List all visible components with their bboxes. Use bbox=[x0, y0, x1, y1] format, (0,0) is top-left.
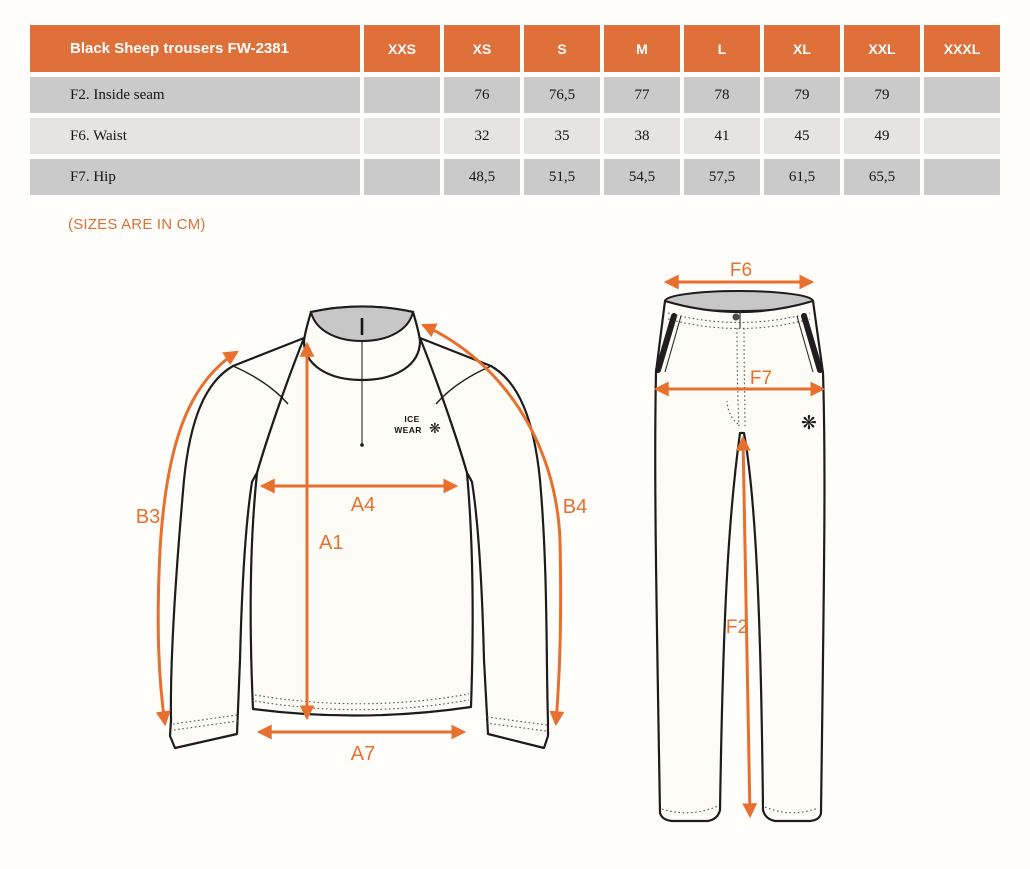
shirt-diagram bbox=[136, 307, 587, 766]
size-cell bbox=[924, 118, 1000, 154]
size-cell: 38 bbox=[604, 118, 680, 154]
row-label: F7. Hip bbox=[30, 159, 360, 195]
size-cell: 48,5 bbox=[444, 159, 520, 195]
size-cell: 35 bbox=[524, 118, 600, 154]
size-cell bbox=[364, 118, 440, 154]
measure-label-b4: B4 bbox=[562, 496, 588, 518]
table-row-inside-seam bbox=[30, 77, 1000, 113]
row-label: F6. Waist bbox=[30, 118, 360, 154]
size-cell: 54,5 bbox=[604, 159, 680, 195]
size-col-header-l: L bbox=[684, 25, 760, 72]
size-col-header-xl: XL bbox=[764, 25, 840, 72]
size-cell: 78 bbox=[684, 77, 760, 113]
table-row-waist bbox=[30, 118, 1000, 154]
logo-text: WEAR bbox=[394, 425, 422, 435]
size-cell: 32 bbox=[444, 118, 520, 154]
measure-label-a1: A1 bbox=[319, 532, 344, 554]
size-cell: 57,5 bbox=[684, 159, 760, 195]
size-cell: 76 bbox=[444, 77, 520, 113]
table-title: Black Sheep trousers FW-2381 bbox=[30, 25, 360, 72]
logo-text: ICE bbox=[404, 414, 420, 424]
snowflake-icon: ❋ bbox=[801, 412, 817, 434]
size-cell: 61,5 bbox=[764, 159, 840, 195]
size-col-header-xs: XS bbox=[444, 25, 520, 72]
size-cell bbox=[364, 159, 440, 195]
size-cell: 79 bbox=[764, 77, 840, 113]
measure-label-b3: B3 bbox=[135, 506, 161, 528]
size-cell bbox=[924, 77, 1000, 113]
sizes-note: (SIZES ARE IN CM) bbox=[68, 216, 206, 233]
size-cell: 45 bbox=[764, 118, 840, 154]
size-cell: 79 bbox=[844, 77, 920, 113]
size-col-header-m: M bbox=[604, 25, 680, 72]
measure-label-f6: F6 bbox=[729, 260, 753, 281]
snowflake-icon: ❋ bbox=[429, 421, 441, 437]
zipper-stop bbox=[360, 443, 364, 447]
waist-button bbox=[733, 314, 740, 321]
size-cell: 49 bbox=[844, 118, 920, 154]
trousers-diagram bbox=[655, 260, 824, 821]
measure-label-f7: F7 bbox=[749, 368, 773, 389]
size-cell: 76,5 bbox=[524, 77, 600, 113]
garment-measurement-diagrams bbox=[0, 250, 1030, 869]
size-cell: 41 bbox=[684, 118, 760, 154]
measure-label-a7: A7 bbox=[350, 743, 376, 765]
row-label: F2. Inside seam bbox=[30, 77, 360, 113]
measure-label-a4: A4 bbox=[350, 494, 376, 516]
size-cell bbox=[364, 77, 440, 113]
size-cell bbox=[924, 159, 1000, 195]
table-row-hip bbox=[30, 159, 1000, 195]
size-table bbox=[26, 20, 1004, 200]
trousers-body bbox=[655, 301, 824, 821]
size-cell: 65,5 bbox=[844, 159, 920, 195]
size-col-header-xxl: XXL bbox=[844, 25, 920, 72]
size-cell: 51,5 bbox=[524, 159, 600, 195]
size-col-header-xxs: XXS bbox=[364, 25, 440, 72]
size-col-header-s: S bbox=[524, 25, 600, 72]
size-col-header-xxxl: XXXL bbox=[924, 25, 1000, 72]
table-header-row bbox=[30, 25, 1000, 72]
size-cell: 77 bbox=[604, 77, 680, 113]
measure-label-f2: F2 bbox=[725, 617, 749, 638]
